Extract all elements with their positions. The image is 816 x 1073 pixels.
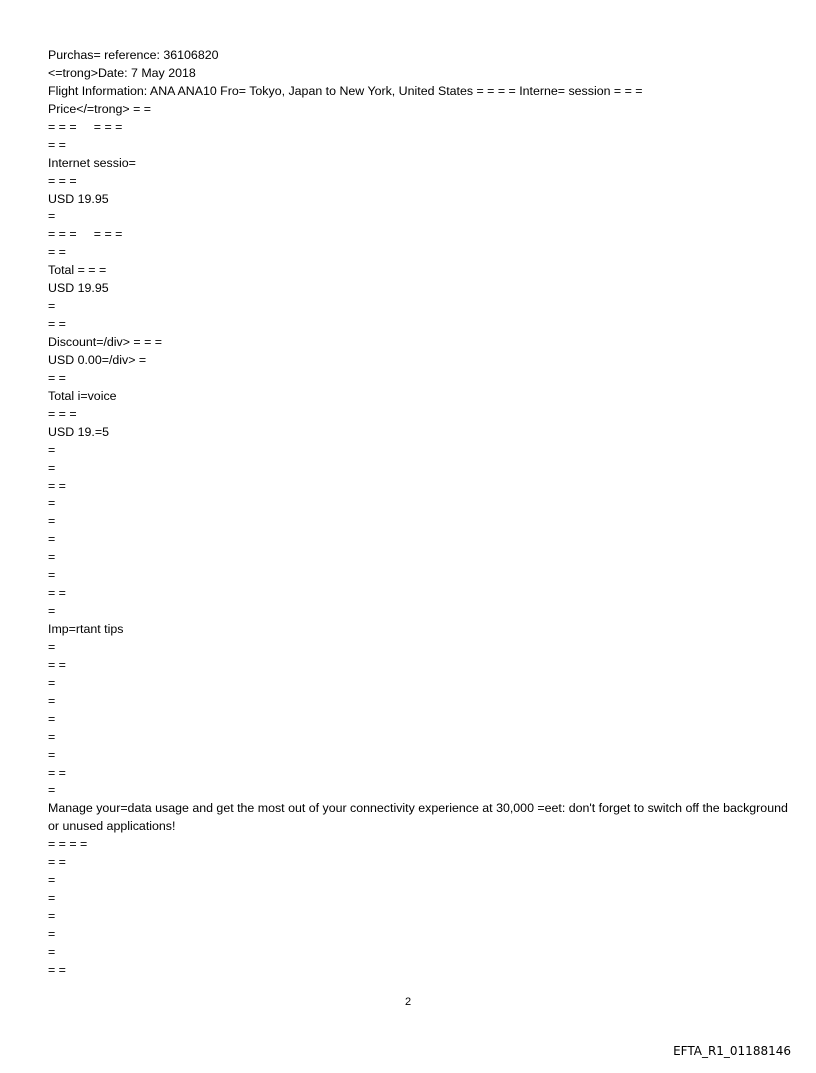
text-line: USD 19.95 <box>48 281 109 296</box>
text-line: = <box>48 639 56 654</box>
text-line: = <box>48 442 56 457</box>
text-line: = = = = = = <box>48 227 123 242</box>
text-line: Price</=trong> = = <box>48 101 151 116</box>
text-line: = <box>48 891 56 906</box>
text-line: = <box>48 729 56 744</box>
text-line: = = = <box>48 406 77 421</box>
text-line: = = <box>48 855 66 870</box>
text-line: = = = = <box>48 837 88 852</box>
text-line: = = = <box>48 173 77 188</box>
document-body <box>48 47 792 980</box>
text-line: Manage your=data usage and get the most out of your connectivity experience at 30,000 =eet: don't forget to switch off the background or unused applications! <box>48 801 792 834</box>
text-line: Flight Information: ANA ANA10 Fro= Tokyo, Japan to New York, United States = = = = Interne= session = = = <box>48 83 643 98</box>
text-line: USD 19.=5 <box>48 424 109 439</box>
text-line: = <box>48 909 56 924</box>
text-line: = <box>48 460 56 475</box>
text-line: = <box>48 496 56 511</box>
text-line: = = <box>48 137 66 152</box>
text-line: = <box>48 514 56 529</box>
page-number: 2 <box>404 996 412 1008</box>
text-line: = <box>48 209 56 224</box>
text-line: USD 0.00=/div> = <box>48 352 147 367</box>
text-line: = <box>48 550 56 565</box>
text-line: = = <box>48 370 66 385</box>
text-line: Purchas= reference: 36106820 <box>48 48 219 62</box>
text-line: = <box>48 926 56 941</box>
text-line: = = <box>48 586 66 601</box>
text-line: = = <box>48 245 66 260</box>
text-line: = = <box>48 317 66 332</box>
text-line: = <box>48 747 56 762</box>
text-line: Internet sessio= <box>48 155 136 170</box>
text-line: = <box>48 783 56 798</box>
text-line: USD 19.95 <box>48 191 109 206</box>
text-line: = <box>48 693 56 708</box>
text-line: = <box>48 299 56 314</box>
text-line: = = <box>48 765 66 780</box>
text-line: = <box>48 944 56 959</box>
text-line: = = <box>48 657 66 672</box>
text-line: Discount=/div> = = = <box>48 335 162 349</box>
bates-number: EFTA_R1_01188146 <box>673 1044 791 1058</box>
text-line: = = = = = = <box>48 119 123 134</box>
text-line: Total = = = <box>48 263 107 278</box>
text-line: = <box>48 675 56 690</box>
text-line: = <box>48 711 56 726</box>
text-line: = = <box>48 478 66 493</box>
text-line: = <box>48 604 56 619</box>
text-line: = <box>48 873 56 888</box>
text-line: = = <box>48 962 66 977</box>
text-line: = <box>48 532 56 547</box>
text-line: = <box>48 568 56 583</box>
text-line: <=trong>Date: 7 May 2018 <box>48 65 196 80</box>
text-line: Imp=rtant tips <box>48 622 124 636</box>
text-line: Total i=voice <box>48 388 117 403</box>
